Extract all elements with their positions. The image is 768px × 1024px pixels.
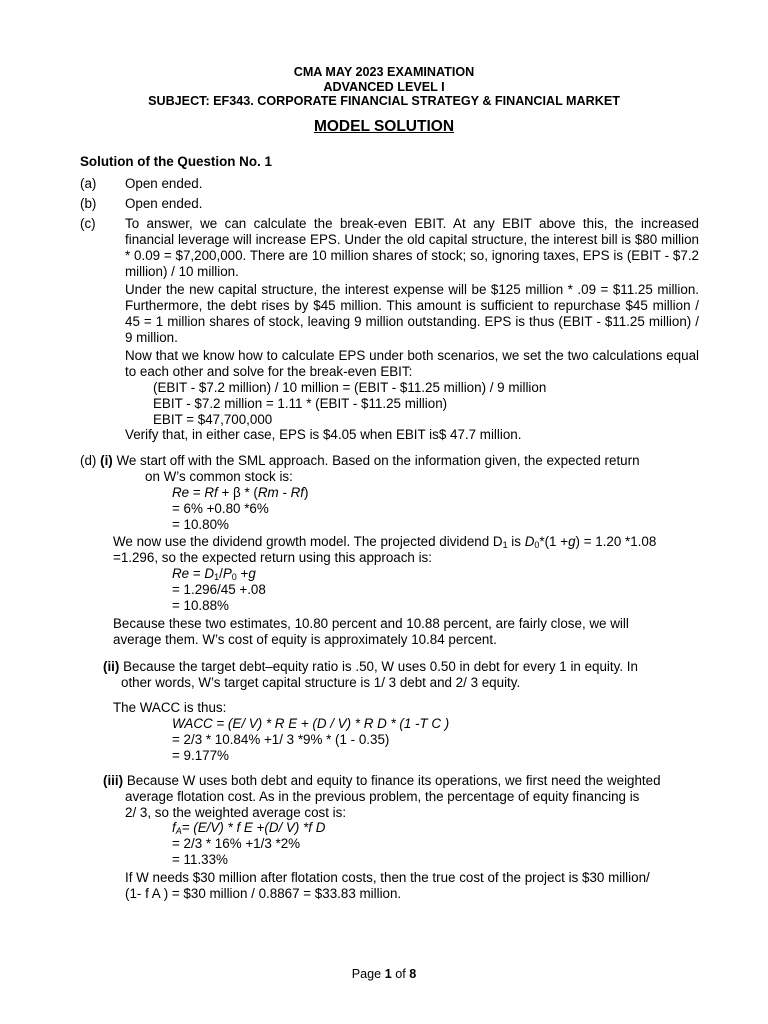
wacc-intro: The WACC is thus: [113,700,227,715]
exam-title: CMA MAY 2023 EXAMINATION [293,65,475,79]
part-c-paragraph-1: To answer, we can calculate the break-even EBIT. At any EBIT above this, the increased financial leverage will increase EPS. Under the old capital structure, the interest bill is $80 million * 0.09 = $7,200,000. There are 10 million shares of stock; so, ignoring taxes, EPS is (EBIT - $7.2 million) / 10 million. [125,216,699,279]
part-c-equation-2: EBIT - $7.2 million = 1.11 * (EBIT - $11.25 million) [153,396,448,411]
page-title: MODEL SOLUTION [313,118,455,135]
part-b-label: (b) [80,196,97,211]
part-d-i-line-1 [80,453,640,469]
part-c-label: (c) [80,216,96,231]
part-d-ii-line-1: (ii) Because the target debt–equity ratio is .50, W uses 0.50 in debt for every 1 in equity. In [103,659,638,674]
project-cost-line-1: If W needs $30 million after flotation costs, then the true cost of the project is $30 million/ [125,870,650,885]
dgm-step-2: = 1.296/45 +.08 [172,582,266,597]
dgm-intro-line-1: We now use the dividend growth model. The projected dividend $D_1$ is $D_0*(1 +g) = 1.20$ *1.08 [113,534,657,550]
wacc-step-2: = 2/3 * 10.84% +1/ 3 *9% * (1 - 0.35) [172,732,390,747]
part-c-equation-3: EBIT = $47,700,000 [153,412,273,427]
dgm-intro-line-2: =1.296, so the expected return using this approach is: [113,550,432,565]
part-d-i-label: (i) [100,453,113,468]
exam-subject: SUBJECT: EF343. CORPORATE FINANCIAL STRATEGY & FINANCIAL MARKET [148,94,620,108]
sml-formula: Re = Rf + β * (Rm - Rf) [172,485,309,500]
part-d-ii-line-2: other words, W’s target capital structure is 1/ 3 debt and 2/ 3 equity. [121,675,521,690]
part-a-label: (a) [80,176,97,191]
part-d-iii-line-2: average flotation cost. As in the previous problem, the percentage of equity financing is [125,789,640,804]
part-c-paragraph-2: Under the new capital structure, the interest expense will be $125 million * .09 = $11.25 million. Furthermore, the debt rises by $45 million. This amount is sufficient to repurchase $45 million / 45 = 1 million shares of stock, leaving 9 million outstanding. EPS is thus (EBIT - $11.25 million) / 9 million. [125,282,699,345]
project-cost-line-2: (1- f A ) = $30 million / 0.8867 = $33.83 million. [125,886,402,901]
part-d-i-line-2: on W’s common stock is: [145,469,293,484]
part-d-ii-label: (ii) [103,659,120,674]
flotation-formula: $f_A= (E/V) * f$ E +(D/ V) *f D [172,820,326,836]
part-d-iii-label: (iii) [103,773,124,788]
part-c-equation-1: (EBIT - $7.2 million) / 10 million = (EBIT - $11.25 million) / 9 million [153,380,547,395]
wacc-result: = 9.177% [172,748,229,763]
cost-of-equity-conclusion: Because these two estimates, 10.80 percent and 10.88 percent, are fairly close, we will average them. W’s cost of equity is approximately 10.84 percent. [113,616,629,647]
part-d-iii-line-1: (iii) Because W uses both debt and equity to finance its operations, we first need the weighted [103,773,661,788]
flotation-step-2: = 2/3 * 16% +1/3 *2% [172,836,301,851]
dgm-formula: $Re = D_1/P_0 +g$ [172,566,256,582]
sml-step-2: = 6% +0.80 *6% [172,501,269,516]
part-d-label: (d) [80,453,97,468]
exam-level: ADVANCED LEVEL I [323,80,445,94]
dgm-result: = 10.88% [172,598,229,613]
sml-result: = 10.80% [172,517,229,532]
part-d-iii-line-3: 2/ 3, so the weighted average cost is: [125,805,347,820]
part-c-verify: Verify that, in either case, EPS is $4.05 when EBIT is$ 47.7 million. [125,427,522,442]
page-number: Page 1 of 8 [351,967,417,981]
part-a-text: Open ended. [125,176,203,191]
part-d-i-intro: We start off with the SML approach. Based on the information given, the expected return [116,453,640,468]
part-c-paragraph-3: Now that we know how to calculate EPS under both scenarios, we set the two calculations equal to each other and solve for the break-even EBIT: [125,348,699,379]
question-heading: Solution of the Question No. 1 [80,154,272,169]
part-b-text: Open ended. [125,196,203,211]
flotation-result: = 11.33% [172,852,228,867]
wacc-formula: WACC = (E/ V) * R E + (D / V) * R D * (1 -T C ) [172,716,450,731]
